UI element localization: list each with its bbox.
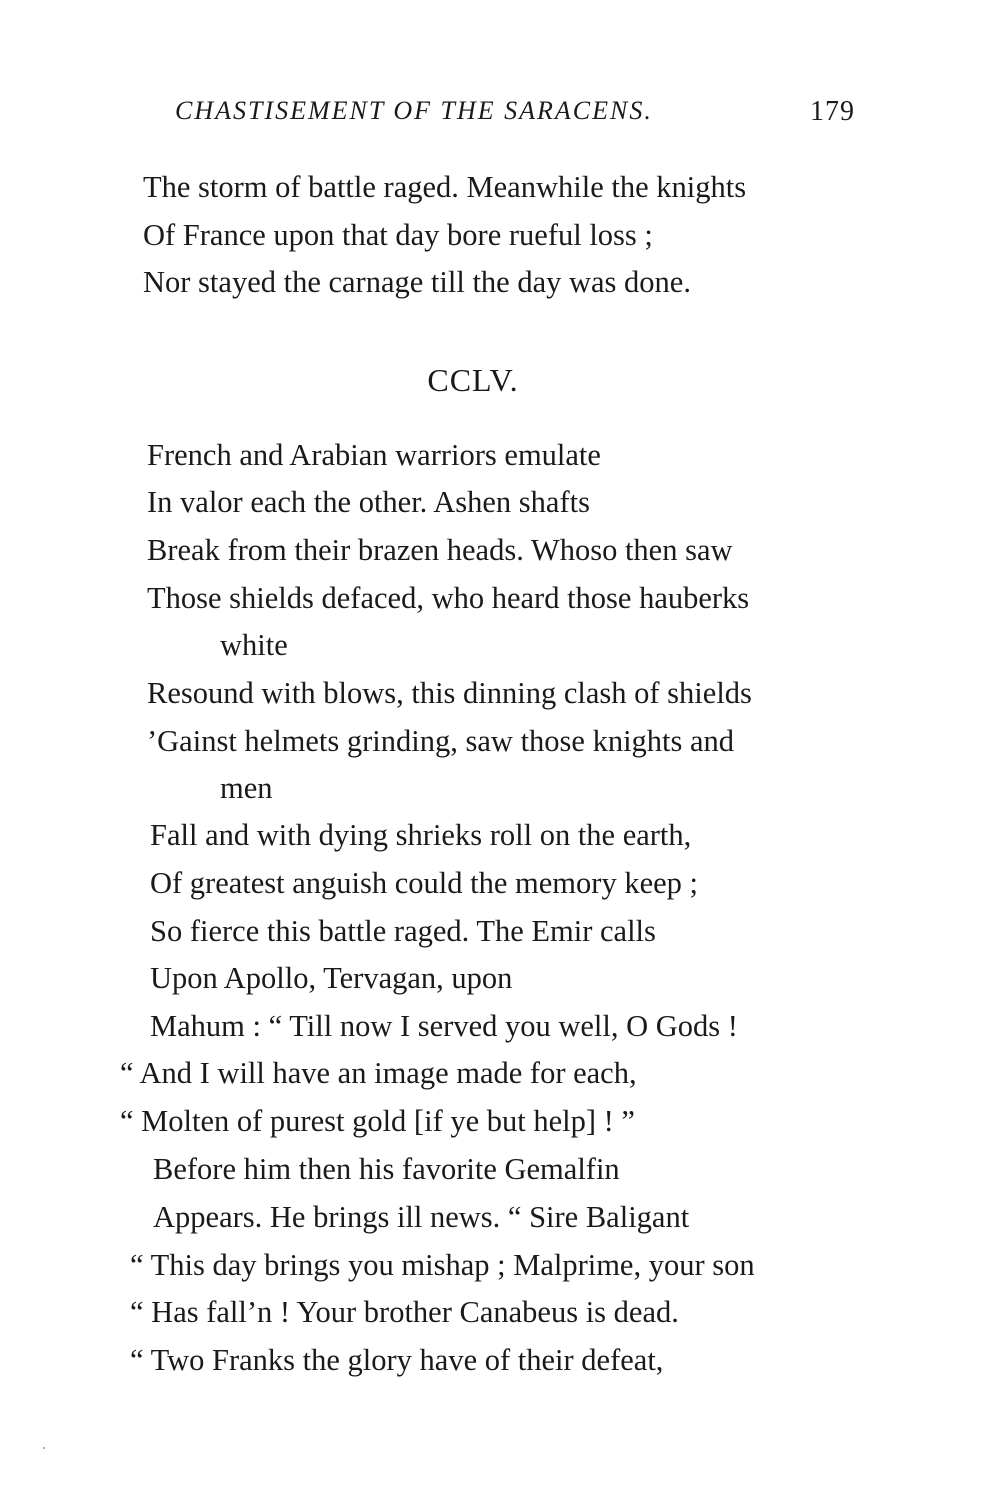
poem-line: Upon Apollo, Tervagan, upon (150, 961, 513, 995)
poem-line: “ Molten of purest gold [if ye but help] ! ” (120, 1104, 635, 1138)
poem-line: In valor each the other. Ashen shafts (147, 485, 590, 519)
poem-line: French and Arabian warriors emulate (147, 438, 601, 472)
poem-line: Those shields defaced, who heard those hauberks (147, 581, 750, 615)
poem-line: Of France upon that day bore rueful loss ; (143, 218, 653, 252)
poem-line: “ And I will have an image made for each, (120, 1056, 637, 1090)
poem-line-continuation: white (220, 628, 288, 662)
poem-line: Break from their brazen heads. Whoso then saw (147, 533, 733, 567)
poem-line: So fierce this battle raged. The Emir calls (150, 914, 656, 948)
poem-line: “ Has fall’n ! Your brother Canabeus is dead. (130, 1295, 679, 1329)
poem-line: Of greatest anguish could the memory keep ; (150, 866, 698, 900)
poem-line: Mahum : “ Till now I served you well, O Gods ! (150, 1009, 738, 1043)
page-number: 179 (810, 96, 855, 127)
running-title: CHASTISEMENT OF THE SARACENS. (175, 96, 653, 125)
poem-line: “ This day brings you mishap ; Malprime, your son (130, 1248, 755, 1282)
poem-line: The storm of battle raged. Meanwhile the knights (143, 170, 747, 204)
running-head (175, 96, 855, 136)
section-heading: CCLV. (427, 362, 519, 398)
poem-line: Resound with blows, this dinning clash of shields (147, 676, 752, 710)
poem-line: Fall and with dying shrieks roll on the earth, (150, 818, 692, 852)
poem-line: Appears. He brings ill news. “ Sire Baligant (153, 1200, 690, 1234)
paper-speck (43, 1447, 45, 1449)
poem-line: Before him then his favorite Gemalfin (153, 1152, 620, 1186)
poem-line: Nor stayed the carnage till the day was done. (143, 265, 691, 299)
poem-line-continuation: men (220, 771, 273, 805)
poem-line: ’Gainst helmets grinding, saw those knights and (147, 724, 735, 758)
poem-line: “ Two Franks the glory have of their defeat, (130, 1343, 664, 1377)
